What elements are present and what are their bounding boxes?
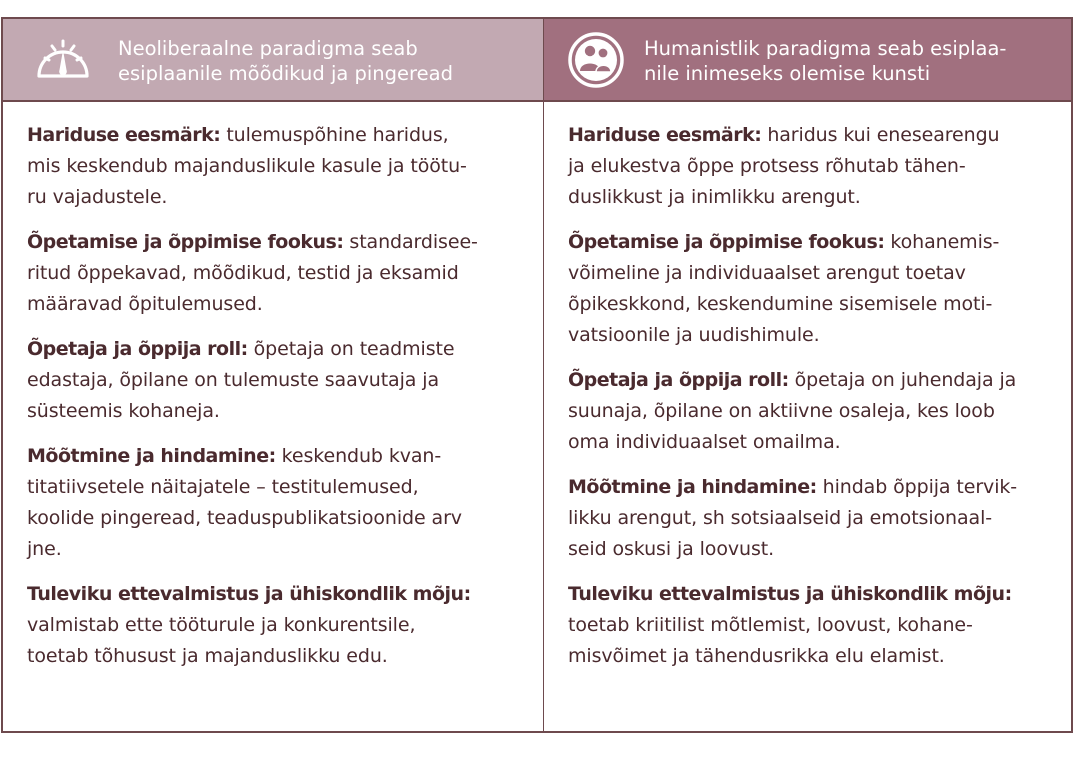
entry-goal: Hariduse eesmärk: haridus kui enesearengu ja elukestva õppe protsess rõhutab tähen- duslikkust ja inimlikku arengut. [568,124,1000,208]
humanist-header [544,19,1071,102]
neoliberal-title: Neoliberaalne paradigma seab esiplaanile mõõdikud ja pingeread [118,37,453,85]
paradigm-comparison-table [1,17,1073,733]
entry-roles: Õpetaja ja õppija roll: õpetaja on teadmiste edastaja, õpilane on tulemuste saavutaja ja süsteemis kohaneja. [27,338,455,422]
humanist-body [568,120,1059,686]
entry-focus: Õpetamise ja õppimise fookus: standardisee- ritud õppekavad, mõõdikud, testid ja eksamid määravad õpitulemused. [27,231,478,315]
entry-assessment: Mõõtmine ja hindamine: keskendub kvan- titatiivsetele näitajatele – testitulemused, koolide pingeread, teaduspublikatsioonide arv jne. [27,445,462,560]
gauge-icon [33,32,93,88]
humanist-title: Humanistlik paradigma seab esiplaa- nile inimeseks olemise kunsti [644,37,1007,85]
entry-future: Tuleviku ettevalmistus ja ühiskondlik mõju: valmistab ette tööturule ja konkurentsile, toetab tõhusust ja majanduslikku edu. [27,583,471,667]
entry-roles: Õpetaja ja õppija roll: õpetaja on juhendaja ja suunaja, õpilane on aktiivne osaleja, kes loob oma individuaalset omailma. [568,369,1017,453]
entry-goal: Hariduse eesmärk: tulemuspõhine haridus, mis keskendub majanduslikule kasule ja töötu- ru vajadustele. [27,124,467,208]
neoliberal-body [27,120,531,686]
entry-assessment: Mõõtmine ja hindamine: hindab õppija tervik- likku arengut, sh sotsiaalseid ja emotsionaal- seid oskusi ja loovust. [568,476,1018,560]
entry-future: Tuleviku ettevalmistus ja ühiskondlik mõju: toetab kriitilist mõtlemist, loovust, kohane- misvõimet ja tähendusrikka elu elamist. [568,583,1012,667]
entry-focus: Õpetamise ja õppimise fookus: kohanemis- võimeline ja individuaalset arengut toetav õpikeskkond, keskendumine sisemisele moti- vatsioonile ja uudishimule. [568,231,1000,346]
humanist-column [543,19,1071,731]
neoliberal-header [3,19,543,102]
neoliberal-column [3,19,543,731]
people-icon [566,32,626,88]
